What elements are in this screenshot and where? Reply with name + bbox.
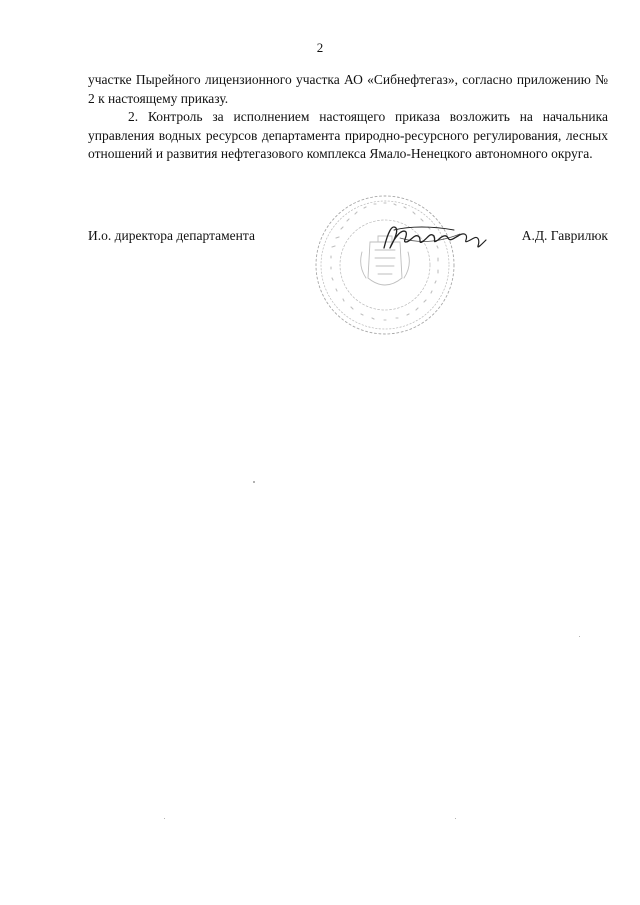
paragraph-control-clause: 2. Контроль за исполнением настоящего приказа возложить на начальника управления водных ресурсов департамента природно-ресурсного регулирования, лесных отношений и развития нефтегазового комплекса Ямало-Ненецкого автономного округа. — [88, 109, 608, 162]
handwritten-signature-icon — [380, 218, 492, 256]
official-seal-icon — [312, 192, 458, 338]
scan-speck — [164, 818, 165, 819]
paragraph-continuation: участке Пырейного лицензионного участка АО «Сибнефтегаз», согласно приложению № 2 к настоящему приказу. — [88, 72, 608, 106]
signatory-name: А.Д. Гаврилюк — [521, 228, 608, 243]
scan-speck — [579, 636, 580, 637]
scan-speck — [455, 818, 456, 819]
scan-speck — [253, 481, 255, 483]
page-number: 2 — [316, 40, 324, 55]
signatory-title: И.о. директора департамента — [88, 228, 255, 243]
document-body — [88, 71, 608, 164]
